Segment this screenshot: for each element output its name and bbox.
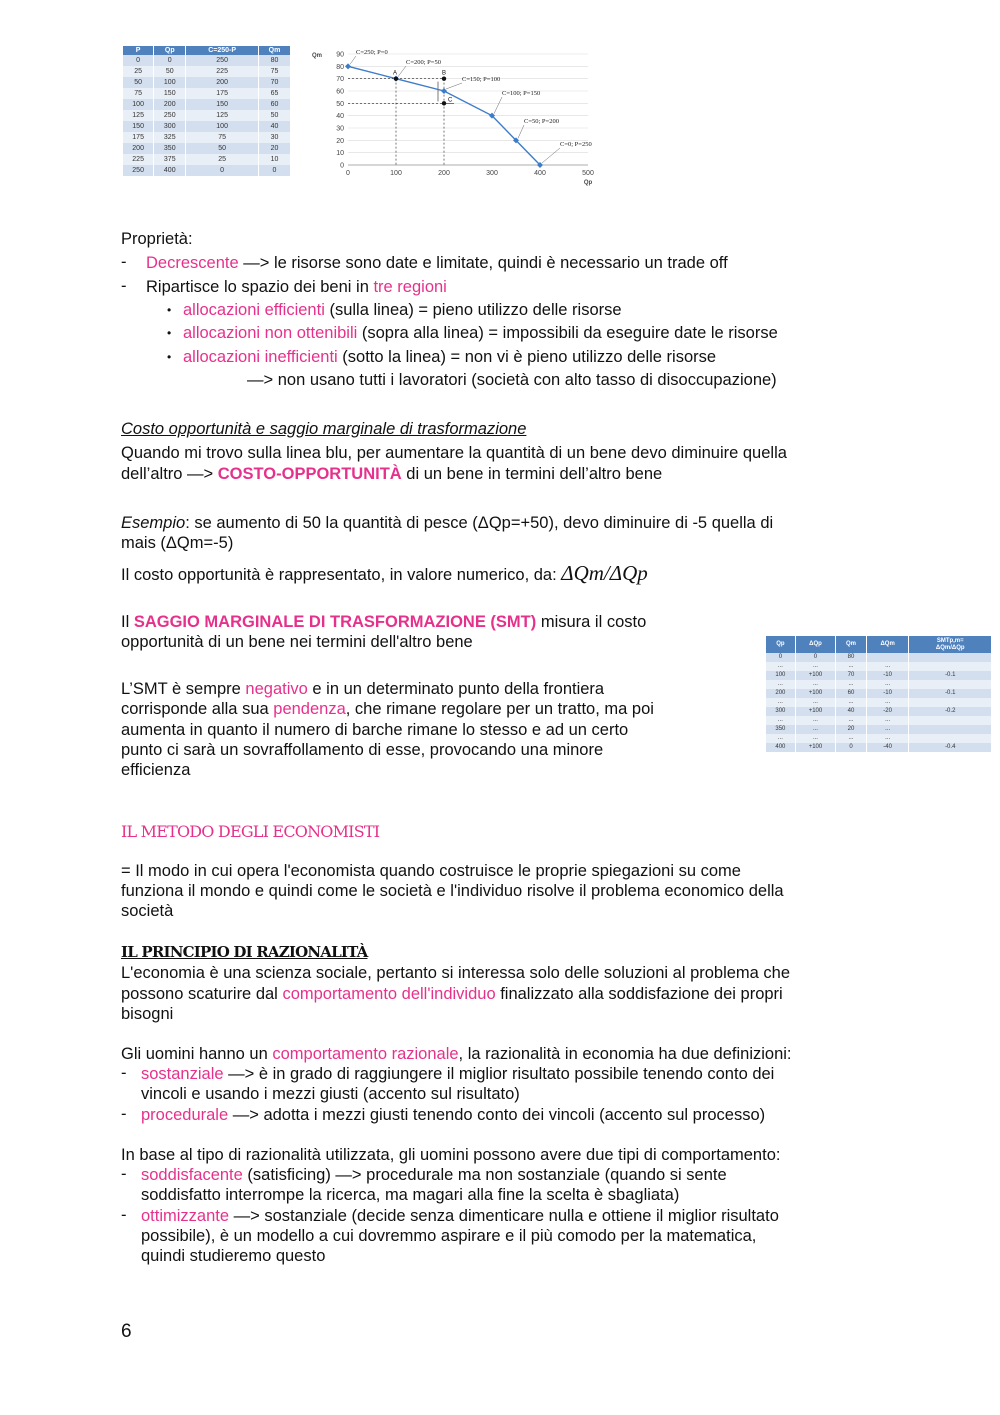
term: allocazioni efficienti (183, 301, 325, 319)
sub-item-efficient (183, 300, 622, 320)
table-cell: 0 (123, 55, 154, 66)
term: allocazioni inefficienti (183, 348, 338, 366)
point-label: C (448, 97, 453, 104)
table-row (766, 689, 992, 698)
y-tick-label: 70 (336, 76, 344, 84)
table-cell: ... (866, 734, 909, 743)
table-row (766, 671, 992, 680)
text: —> adotta i mezzi giusti tenendo conto dei vincoli (accento sul processo) (228, 1106, 766, 1124)
table-cell: ... (836, 680, 867, 689)
table-row (123, 165, 291, 176)
annotation-label: C=0; P=250 (560, 141, 592, 148)
table-cell: 30 (259, 132, 291, 143)
table-cell: -0.1 (909, 689, 992, 698)
list-item-procedural (141, 1105, 765, 1125)
table-cell: 350 (766, 725, 795, 734)
table-cell: 40 (259, 121, 291, 132)
table-cell: 0 (836, 743, 867, 752)
text: : se aumento di 50 la quantità di pesce (ΔQp=+50), devo diminuire di -5 quella di (185, 514, 774, 532)
table-cell: 150 (123, 121, 154, 132)
annotation-label: C=100; P=150 (502, 90, 541, 97)
table-row (123, 88, 291, 99)
table-row (123, 132, 291, 143)
table-cell (909, 662, 992, 671)
table-cell: -0.4 (909, 743, 992, 752)
term-decreasing: Decrescente (146, 254, 239, 272)
table-cell: 100 (766, 671, 795, 680)
table-cell: 0 (795, 653, 835, 662)
sub-item-inefficient (183, 347, 716, 367)
table-cell: ... (836, 698, 867, 707)
y-tick-label: 60 (336, 88, 344, 96)
smt2-line: punto ci sarà un sovraffollamento di esse, provocando una minore (121, 741, 604, 759)
point-b (442, 76, 446, 80)
table-row (123, 66, 291, 77)
table-cell: 175 (123, 132, 154, 143)
paragraph-line (121, 984, 783, 1004)
text: di un bene in termini dell’altro bene (401, 465, 663, 483)
table-cell (909, 680, 992, 689)
table-cell: 80 (259, 55, 291, 66)
section-heading-method: IL METODO DEGLI ECONOMISTI (121, 822, 380, 841)
table-cell: 125 (186, 110, 259, 121)
annotation-leader (350, 56, 356, 64)
table-row (123, 99, 291, 110)
table-row (766, 653, 992, 662)
table-row (766, 707, 992, 716)
list-item-continuation: possibile), è un modello a cui dovremmo aspirare e il più comodo per la matematica, (141, 1227, 757, 1245)
table-cell: -20 (866, 707, 909, 716)
table-cell (909, 698, 992, 707)
list-item-regions (146, 277, 447, 297)
point-a (394, 76, 398, 80)
sub-item-unattainable (183, 323, 778, 343)
smt2-line (121, 699, 654, 719)
table-cell: 60 (259, 99, 291, 110)
table-cell: ... (795, 662, 835, 671)
table-cell: 25 (186, 154, 259, 165)
table-cell: -10 (866, 671, 909, 680)
text: possono scaturire dal (121, 985, 283, 1003)
table-cell: 50 (154, 66, 186, 77)
paragraph-line: L'economia è una scienza sociale, pertanto si interessa solo delle soluzioni al problema che (121, 964, 791, 982)
table-cell: 65 (259, 88, 291, 99)
term: sostanziale (141, 1065, 224, 1083)
table-cell: 375 (154, 154, 186, 165)
list-dash: - (121, 277, 127, 295)
table2-header-cell: Qm (836, 636, 867, 653)
table-cell: 200 (766, 689, 795, 698)
term-slope: pendenza (273, 700, 346, 718)
term-negative: negativo (245, 680, 308, 698)
term: procedurale (141, 1106, 229, 1124)
table-cell: ... (836, 662, 867, 671)
y-tick-label: 0 (340, 162, 344, 170)
table-cell: -0.2 (909, 707, 992, 716)
table-cell: 70 (836, 671, 867, 680)
list-dash: - (121, 1105, 127, 1123)
properties-title: Proprietà: (121, 230, 193, 248)
section-title-opportunity-cost: Costo opportunità e saggio marginale di trasformazione (121, 420, 527, 438)
example-label: Esempio (121, 514, 186, 532)
annotation-leader (398, 66, 406, 77)
text: —> sostanziale (decide senza dimenticare nulla e ottiene il miglior risultato (229, 1207, 779, 1225)
text: Il (121, 613, 134, 631)
table-cell: 325 (154, 132, 186, 143)
item-text: Ripartisce lo spazio dei beni in (146, 278, 374, 296)
table-cell: 60 (836, 689, 867, 698)
table-cell: ... (766, 680, 795, 689)
term-opportunity-cost: COSTO-OPPORTUNITÀ (217, 465, 402, 483)
paragraph-line: = Il modo in cui opera l'economista quando costruisce le proprie spiegazioni su come (121, 862, 741, 880)
annotation-leader (494, 97, 502, 114)
formula: ΔQm/ΔQp (561, 561, 648, 585)
table-cell: +100 (795, 671, 835, 680)
table-cell: 400 (766, 743, 795, 752)
table-cell: ... (766, 716, 795, 725)
table-cell: -40 (866, 743, 909, 752)
table-cell: 225 (123, 154, 154, 165)
table-cell: 250 (123, 165, 154, 176)
table-cell (909, 716, 992, 725)
table-cell: 150 (186, 99, 259, 110)
table1-header-cell: C=250-P (186, 46, 259, 55)
annotation-leader (518, 125, 524, 138)
table-cell: 50 (259, 110, 291, 121)
sub-heading-rationality: IL PRINCIPIO DI RAZIONALITÀ (121, 943, 368, 961)
text: L’SMT è sempre (121, 680, 246, 698)
example-line (121, 513, 773, 533)
table-cell: 250 (186, 55, 259, 66)
paragraph-line: bisogni (121, 1005, 174, 1023)
y-tick-label: 90 (336, 51, 344, 59)
example-line: mais (ΔQm=-5) (121, 534, 234, 552)
bullet-icon: • (167, 303, 172, 317)
x-tick-label: 0 (346, 170, 350, 177)
sub-item-note: —> non usano tutti i lavoratori (società con alto tasso di disoccupazione) (247, 371, 777, 389)
paragraph-line: funziona il mondo e quindi come le società e l'individuo risolve il problema economico della (121, 882, 784, 900)
table-cell: ... (766, 734, 795, 743)
item-text: (sulla linea) = pieno utilizzo delle risorse (324, 301, 622, 319)
table-cell: 200 (186, 77, 259, 88)
ppf-chart (310, 44, 610, 194)
term: soddisfacente (141, 1166, 243, 1184)
table-cell: ... (866, 716, 909, 725)
list-item-continuation: soddisfatto interrompe la ricerca, ma magari alla fine la scelta è sbagliata) (141, 1186, 680, 1204)
x-tick-label: 200 (438, 170, 450, 177)
annotation-label: C=250; P=0 (356, 49, 388, 56)
paragraph-line: Quando mi trovo sulla linea blu, per aumentare la quantità di un bene devo diminuire quella (121, 444, 787, 462)
table-cell: 0 (154, 55, 186, 66)
table-cell: 50 (186, 143, 259, 154)
table-cell: 100 (186, 121, 259, 132)
table-cell: ... (836, 734, 867, 743)
table-row (123, 77, 291, 88)
table-cell: -0.1 (909, 671, 992, 680)
table-cell: 75 (186, 132, 259, 143)
table-cell: 20 (836, 725, 867, 734)
table-cell: 125 (123, 110, 154, 121)
table-cell: 20 (259, 143, 291, 154)
list-dash: - (121, 1165, 127, 1183)
table-cell: +100 (795, 689, 835, 698)
table-cell: 175 (186, 88, 259, 99)
table-cell: ... (795, 698, 835, 707)
item-text: (sopra alla linea) = impossibili da eseguire date le risorse (357, 324, 778, 342)
table-cell: 100 (154, 77, 186, 88)
list-dash: - (121, 253, 127, 271)
table-cell: 300 (154, 121, 186, 132)
list-item-continuation: quindi studieremo questo (141, 1247, 326, 1265)
table-cell: 70 (259, 77, 291, 88)
term: allocazioni non ottenibili (183, 324, 358, 342)
table-cell: -10 (866, 689, 909, 698)
smt-line (121, 612, 646, 632)
list-dash: - (121, 1064, 127, 1082)
point-label: B (442, 70, 447, 77)
table-cell (866, 653, 909, 662)
table2-header-cell: ΔQp (795, 636, 835, 653)
list-dash: - (121, 1206, 127, 1224)
paragraph-line (121, 464, 662, 484)
table-cell (909, 734, 992, 743)
x-axis-label: Qp (583, 180, 593, 186)
text: Gli uomini hanno un (121, 1045, 273, 1063)
smt2-line: efficienza (121, 761, 191, 779)
table2-header-cell: SMTp,m= ΔQm/ΔQp (909, 636, 992, 653)
table-cell: ... (866, 680, 909, 689)
term-three-regions: tre regioni (373, 278, 447, 296)
smt2-line (121, 679, 604, 699)
bullet-icon: • (167, 350, 172, 364)
table2-header-cell: Qp (766, 636, 795, 653)
table-cell: 25 (123, 66, 154, 77)
table-row (123, 121, 291, 132)
list-item-optimizing (141, 1206, 779, 1226)
annotation-leader (542, 148, 560, 163)
table-cell: +100 (795, 707, 835, 716)
point-c (442, 101, 446, 105)
text: finalizzato alla soddisfazione dei propri (495, 985, 783, 1003)
paragraph-line: società (121, 902, 174, 920)
table-cell: ... (795, 725, 835, 734)
table-cell: 0 (186, 165, 259, 176)
term-individual-behaviour: comportamento dell'individuo (282, 985, 496, 1003)
table-cell: 350 (154, 143, 186, 154)
table-cell: ... (866, 725, 909, 734)
table-cell: 40 (836, 707, 867, 716)
table-cell: ... (836, 716, 867, 725)
table-row (766, 662, 992, 671)
table-cell: 0 (259, 165, 291, 176)
y-tick-label: 50 (336, 100, 344, 108)
y-tick-label: 20 (336, 137, 344, 145)
point-label: A (393, 70, 398, 77)
table-cell: 10 (259, 154, 291, 165)
table-cell: 75 (259, 66, 291, 77)
annotation-label: C=150; P=100 (462, 76, 501, 83)
text: —> è in grado di raggiungere il miglior risultato possibile tenendo conto dei (223, 1065, 775, 1083)
smt-data-table (766, 636, 992, 752)
table-cell: 225 (186, 66, 259, 77)
table-cell: ... (766, 662, 795, 671)
table-cell: 200 (123, 143, 154, 154)
text: , la razionalità in economia ha due definizioni: (458, 1045, 792, 1063)
item-text: (sotto la linea) = non vi è pieno utilizzo delle risorse (337, 348, 717, 366)
y-tick-label: 40 (336, 113, 344, 121)
text: dell’altro —> (121, 465, 218, 483)
table-cell: ... (866, 698, 909, 707)
text: (satisficing) —> procedurale ma non sostanziale (quando si sente (242, 1166, 727, 1184)
table-cell: ... (766, 698, 795, 707)
term: ottimizzante (141, 1207, 230, 1225)
table1-header-cell: Qm (259, 46, 291, 55)
annotation-label: C=50; P=200 (524, 118, 559, 125)
table-cell: +100 (795, 743, 835, 752)
table-cell: 150 (154, 88, 186, 99)
table-cell: ... (866, 662, 909, 671)
paragraph-line: In base al tipo di razionalità utilizzata, gli uomini possono avere due tipi di comportamento: (121, 1146, 781, 1164)
list-item-satisficing (141, 1165, 727, 1185)
y-axis-label: Qm (312, 53, 323, 59)
table-cell: 50 (123, 77, 154, 88)
table-cell: 400 (154, 165, 186, 176)
item-text: —> le risorse sono date e limitate, quindi è necessario un trade off (238, 254, 728, 272)
table-cell (909, 725, 992, 734)
table2-header-cell: ΔQm (866, 636, 909, 653)
table-cell: 75 (123, 88, 154, 99)
table-row (123, 110, 291, 121)
annotation-leader (446, 83, 462, 89)
table-row (123, 143, 291, 154)
ppf-data-table (123, 46, 291, 176)
smt-line: opportunità di un bene nei termini dell'altro bene (121, 633, 473, 651)
text: , che rimane regolare per un tratto, ma poi (345, 700, 654, 718)
table1-header-cell: Qp (154, 46, 186, 55)
y-tick-label: 80 (336, 63, 344, 71)
table-row (766, 734, 992, 743)
page-number: 6 (121, 1321, 132, 1342)
table-cell: 200 (154, 99, 186, 110)
y-tick-label: 30 (336, 125, 344, 133)
text: corrisponde alla sua (121, 700, 274, 718)
annotation-label: C=200; P=50 (406, 59, 441, 66)
text: e in un determinato punto della frontiera (307, 680, 605, 698)
x-tick-label: 400 (534, 170, 546, 177)
table-cell: ... (795, 716, 835, 725)
x-tick-label: 300 (486, 170, 498, 177)
list-item-substantive (141, 1064, 774, 1084)
bullet-icon: • (167, 326, 172, 340)
paragraph-line (121, 1044, 792, 1064)
table-cell: ... (795, 680, 835, 689)
smt2-line: aumenta in quanto il numero di barche rimane lo stesso e ad un certo (121, 721, 629, 739)
table1-header-cell: P (123, 46, 154, 55)
term-rational-behaviour: comportamento razionale (272, 1045, 459, 1063)
table-cell: 300 (766, 707, 795, 716)
table-row (766, 698, 992, 707)
table-cell: 250 (154, 110, 186, 121)
x-tick-label: 100 (390, 170, 402, 177)
x-tick-label: 500 (582, 170, 594, 177)
table-row (123, 154, 291, 165)
table-row (766, 680, 992, 689)
text: misura il costo (536, 613, 647, 631)
list-item-decreasing (146, 253, 728, 273)
list-item-continuation: vincoli e usando i mezzi giusti (accento sul risultato) (141, 1085, 520, 1103)
text: Il costo opportunità è rappresentato, in valore numerico, da: (121, 566, 562, 584)
table-cell: 0 (766, 653, 795, 662)
table-row (766, 725, 992, 734)
table-row (766, 743, 992, 752)
term-smt: SAGGIO MARGINALE DI TRASFORMAZIONE (SMT) (133, 613, 537, 631)
table-cell (909, 653, 992, 662)
table-row (123, 55, 291, 66)
y-tick-label: 10 (336, 150, 344, 158)
table-cell: 80 (836, 653, 867, 662)
table-cell: ... (795, 734, 835, 743)
table-cell: 100 (123, 99, 154, 110)
formula-line (121, 563, 648, 585)
table-row (766, 716, 992, 725)
